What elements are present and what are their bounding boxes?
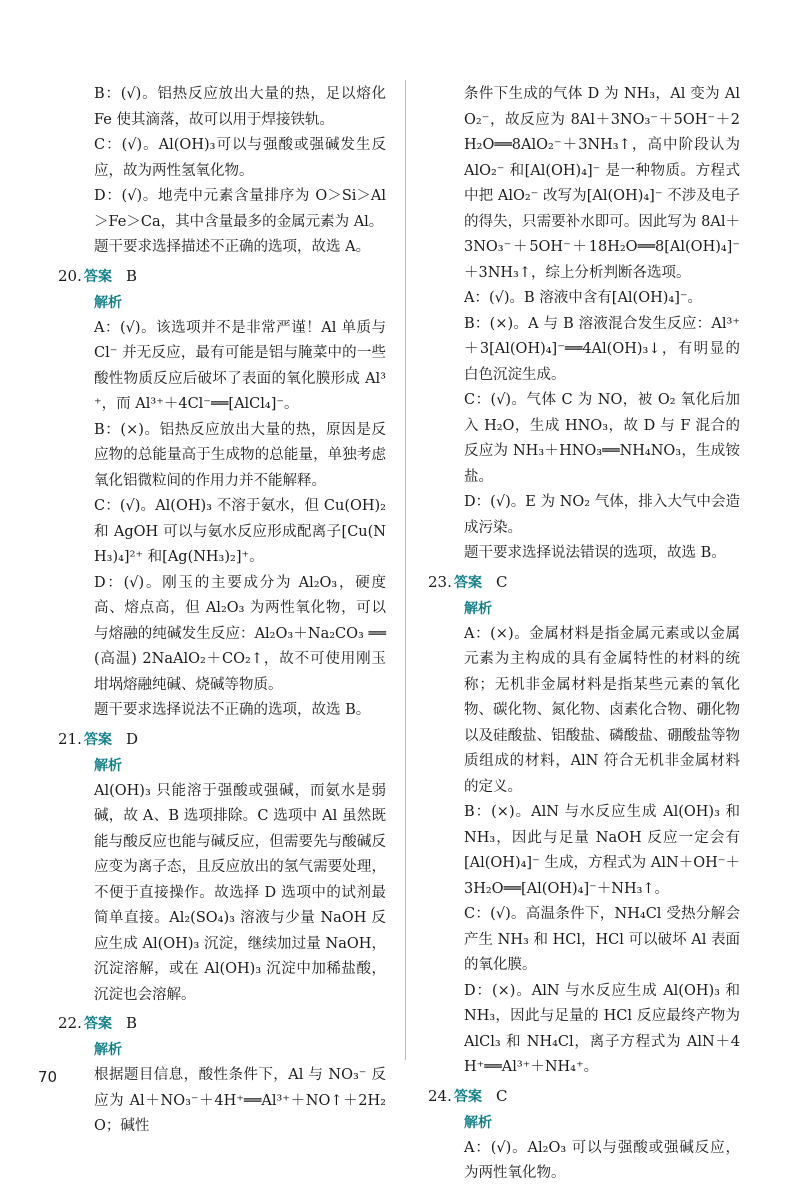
answer-value: B — [126, 266, 138, 285]
question-number: 23. — [428, 572, 452, 591]
question-number: 21. — [58, 729, 82, 748]
analysis-label: 解析 — [464, 600, 492, 617]
paragraph: A：(√)。B 溶液中含有[Al(OH)₄]⁻。 — [464, 290, 703, 306]
paragraph: Al(OH)₃ 只能溶于强酸或强碱，而氨水是弱碱，故 A、B 选项排除。C 选项中 Al 虽然既能与酸反应也能与碱反应，但需要先与酸碱反应变为离子态，且反应放出的氢气需要处理，不便于直接操作。故选择 D 选项中的试剂最简单直接。Al₂(SO₄)₃ 溶液与少量 NaOH 反应生成 Al(OH)₃ 沉淀，继续加过量 NaOH，沉淀溶解，或在 Al(OH)₃ 沉淀中加稀盐酸，沉淀也会溶解。 — [94, 782, 386, 1003]
paragraph: A：(√)。该选项并不是非常严谨！Al 单质与 Cl⁻ 并无反应，最有可能是铝与腌菜中的一些酸性物质反应后破坏了表面的氧化膜形成 Al³⁺，而 Al³⁺＋4Cl⁻══[AlCl₄]⁻。 — [94, 319, 386, 412]
analysis-label: 解析 — [464, 1114, 492, 1131]
right-column — [428, 82, 740, 1187]
answer-value: C — [496, 572, 508, 591]
paragraph: A：(√)。Al₂O₃ 可以与强酸或强碱反应，为两性氧化物。 — [464, 1139, 740, 1181]
column-divider — [405, 80, 406, 1060]
answer-label: 答案 — [454, 1088, 482, 1105]
analysis-label: 解析 — [94, 1042, 122, 1058]
paragraph: 条件下生成的气体 D 为 NH₃，Al 变为 AlO₂⁻，故反应为 8Al＋3NO₃⁻＋5OH⁻＋2H₂O══8AlO₂⁻＋3NH₃↑，高中阶段认为 AlO₂⁻ 和[Al(OH)₄]⁻ 是一种物质。方程式中把 AlO₂⁻ 改写为[Al(OH)₄]⁻ 不涉及电子的得失，只需要补水即可。因此写为 8Al＋3NO₃⁻＋5OH⁻＋18H₂O══8[Al(OH)₄]⁻＋3NH₃↑，综上分析判断各选项。 — [464, 86, 740, 281]
question-21-answer — [58, 726, 386, 753]
analysis-label: 解析 — [94, 757, 122, 774]
question-23-answer — [428, 569, 740, 596]
page-number: 70 — [38, 1068, 58, 1086]
paragraph: B：(×)。A 与 B 溶液混合发生反应：Al³⁺＋3[Al(OH)₄]⁻══4Al(OH)₃↓，有明显的白色沉淀生成。 — [464, 315, 740, 383]
answer-label: 答案 — [84, 1016, 112, 1032]
paragraph: C：(√)。气体 C 为 NO，被 O₂ 氧化后加入 H₂O，生成 HNO₃，故 D 与 F 混合的反应为 NH₃＋HNO₃══NH₄NO₃，生成铵盐。 — [464, 392, 740, 485]
answer-value: D — [126, 729, 139, 748]
question-number: 22. — [58, 1014, 82, 1032]
paragraph: B：(×)。AlN 与水反应生成 Al(OH)₃ 和 NH₃，因此与足量 NaOH 反应一定会有[Al(OH)₄]⁻ 生成，方程式为 AlN＋OH⁻＋3H₂O══[Al(OH)₄]⁻＋NH₃↑。 — [464, 804, 740, 897]
paragraph: A：(×)。金属材料是指金属元素或以金属元素为主构成的具有金属特性的材料的统称；无机非金属材料是指某些元素的氧化物、碳化物、氮化物、卤素化合物、硼化物以及硅酸盐、铝酸盐、磷酸盐、硼酸盐等物质组成的材料，AlN 符合无机非金属材料的定义。 — [464, 625, 740, 795]
paragraph: 根据题目信息，酸性条件下，Al 与 NO₃⁻ 反应为 Al＋NO₃⁻＋4H⁺══Al³⁺＋NO↑＋2H₂O；碱性 — [94, 1067, 386, 1134]
analysis-label: 解析 — [94, 294, 122, 311]
paragraph: B：(×)。铝热反应放出大量的热，原因是反应物的总能量高于生成物的总能量，单独考虑氧化铝微粒间的作用力并不能解释。 — [94, 421, 386, 489]
answer-value: C — [496, 1086, 508, 1105]
question-24-answer — [428, 1083, 740, 1110]
paragraph: 题干要求选择说法错误的选项，故选 B。 — [464, 545, 726, 561]
paragraph: B：(√)。铝热反应放出大量的热，足以熔化 Fe 使其滴落，故可以用于焊接铁轨。 — [94, 86, 386, 128]
question-number: 24. — [428, 1086, 452, 1105]
paragraph: D：(√)。地壳中元素含量排序为 O＞Si＞Al＞Fe＞Ca，其中含量最多的金属元素为 Al。 — [94, 188, 386, 230]
paragraph: 题干要求选择描述不正确的选项，故选 A。 — [94, 239, 371, 255]
paragraph: D：(×)。AlN 与水反应生成 Al(OH)₃ 和 NH₃，因此与足量的 HCl 反应最终产物为 AlCl₃ 和 NH₄Cl，离子方程式为 AlN＋4H⁺══Al³⁺＋NH₄⁺。 — [464, 982, 740, 1075]
paragraph: C：(√)。高温条件下，NH₄Cl 受热分解会产生 NH₃ 和 HCl，HCl 可以破坏 Al 表面的氧化膜。 — [464, 906, 740, 973]
paragraph: D：(√)。E 为 NO₂ 气体，排入大气中会造成污染。 — [464, 494, 740, 536]
answer-label: 答案 — [84, 731, 112, 748]
question-number: 20. — [58, 266, 82, 285]
question-20-answer — [58, 263, 386, 290]
answer-label: 答案 — [84, 268, 112, 285]
question-22-answer — [58, 1010, 386, 1037]
paragraph: 题干要求选择说法不正确的选项，故选 B。 — [94, 702, 371, 718]
answer-value: B — [126, 1014, 138, 1032]
answer-label: 答案 — [454, 574, 482, 591]
paragraph: C：(√)。Al(OH)₃ 不溶于氨水，但 Cu(OH)₂ 和 AgOH 可以与氨水反应形成配离子[Cu(NH₃)₄]²⁺ 和[Ag(NH₃)₂]⁺。 — [94, 498, 386, 565]
paragraph: D：(√)。刚玉的主要成分为 Al₂O₃，硬度高、熔点高，但 Al₂O₃ 为两性氧化物，可以与熔融的纯碱发生反应：Al₂O₃＋Na₂CO₃ ══(高温) 2NaAlO₂＋CO₂↑，故不可使用刚玉坩埚熔融纯碱、烧碱等物质。 — [94, 574, 386, 693]
paragraph: C：(√)。Al(OH)₃可以与强酸或强碱发生反应，故为两性氢氧化物。 — [94, 137, 386, 179]
left-column — [58, 82, 386, 1140]
